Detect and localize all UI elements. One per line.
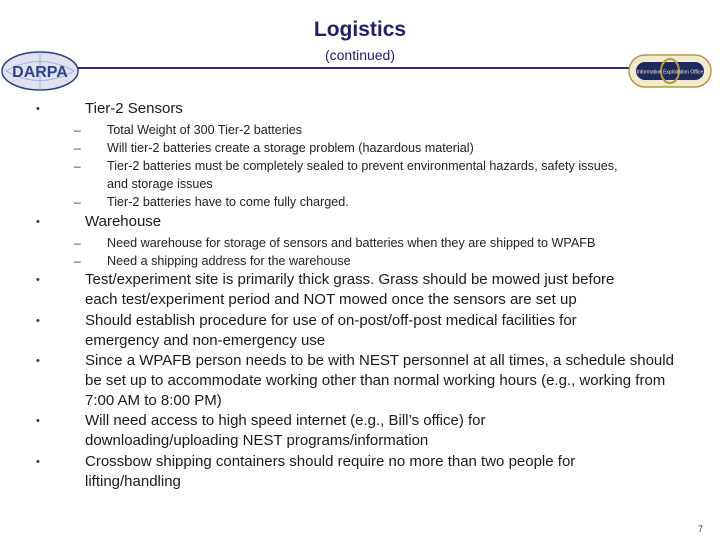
bullet-shipping-containers: Crossbow shipping containers should require no more than two people for lifting/handling [85,453,576,490]
page-subtitle: (continued) [324,47,396,63]
bullet-marker: • [36,315,40,327]
bullet-schedule: Since a WPAFB person needs to be with NEST personnel at all times, a schedule should be set up to accommodate working other than normal working hours (e.g., working from 7:00 AM to 8:00 PM) [85,352,674,409]
sub-bullet-marker: – [74,159,81,173]
sub-bullet-marker: – [74,123,81,137]
bullet-medical: Should establish procedure for use of on-post/off-post medical facilities for emergency and non-emergency use [85,312,577,349]
bullet-marker: • [36,355,40,367]
ixo-logo-text: Information Exploitation Office [636,69,704,76]
bullet-marker: • [36,103,40,115]
bullet-marker: • [36,415,40,427]
sub-bullet-marker: – [74,236,81,250]
sub-bullet-marker: – [74,254,81,268]
sub-bullet-item: Need a shipping address for the warehouse [107,254,351,268]
bullet-marker: • [36,274,40,286]
bullet-tier2-sensors: Tier-2 Sensors [85,100,183,117]
sub-bullet-marker: – [74,141,81,155]
bullet-test-site: Test/experiment site is primarily thick grass. Grass should be mowed just before each test/experiment period and NOT mowed once the sensors are set up [85,271,615,308]
bullet-warehouse: Warehouse [85,213,162,230]
sub-bullet-item: Total Weight of 300 Tier-2 batteries [107,123,303,137]
bullet-internet: Will need access to high speed internet (e.g., Bill’s office) for downloading/uploading NEST programs/information [85,412,486,449]
sub-bullet-marker: – [74,195,81,209]
sub-bullet-item: Will tier-2 batteries create a storage problem (hazardous material) [107,141,474,155]
sub-bullet-item: Tier-2 batteries have to come fully charged. [107,195,349,209]
page-title: Logistics [313,18,407,41]
darpa-logo [0,50,82,97]
sub-bullet-item: Tier-2 batteries must be completely sealed to prevent environmental hazards, safety issues, and storage issues [107,159,618,191]
ixo-logo [628,54,712,93]
bullet-marker: • [36,216,40,228]
sub-bullet-item: Need warehouse for storage of sensors and batteries when they are shipped to WPAFB [107,236,596,250]
bullet-marker: • [36,456,40,468]
header-rule [60,67,660,69]
darpa-logo-text: DARPA [12,64,68,81]
page-number: 7 [698,524,704,534]
